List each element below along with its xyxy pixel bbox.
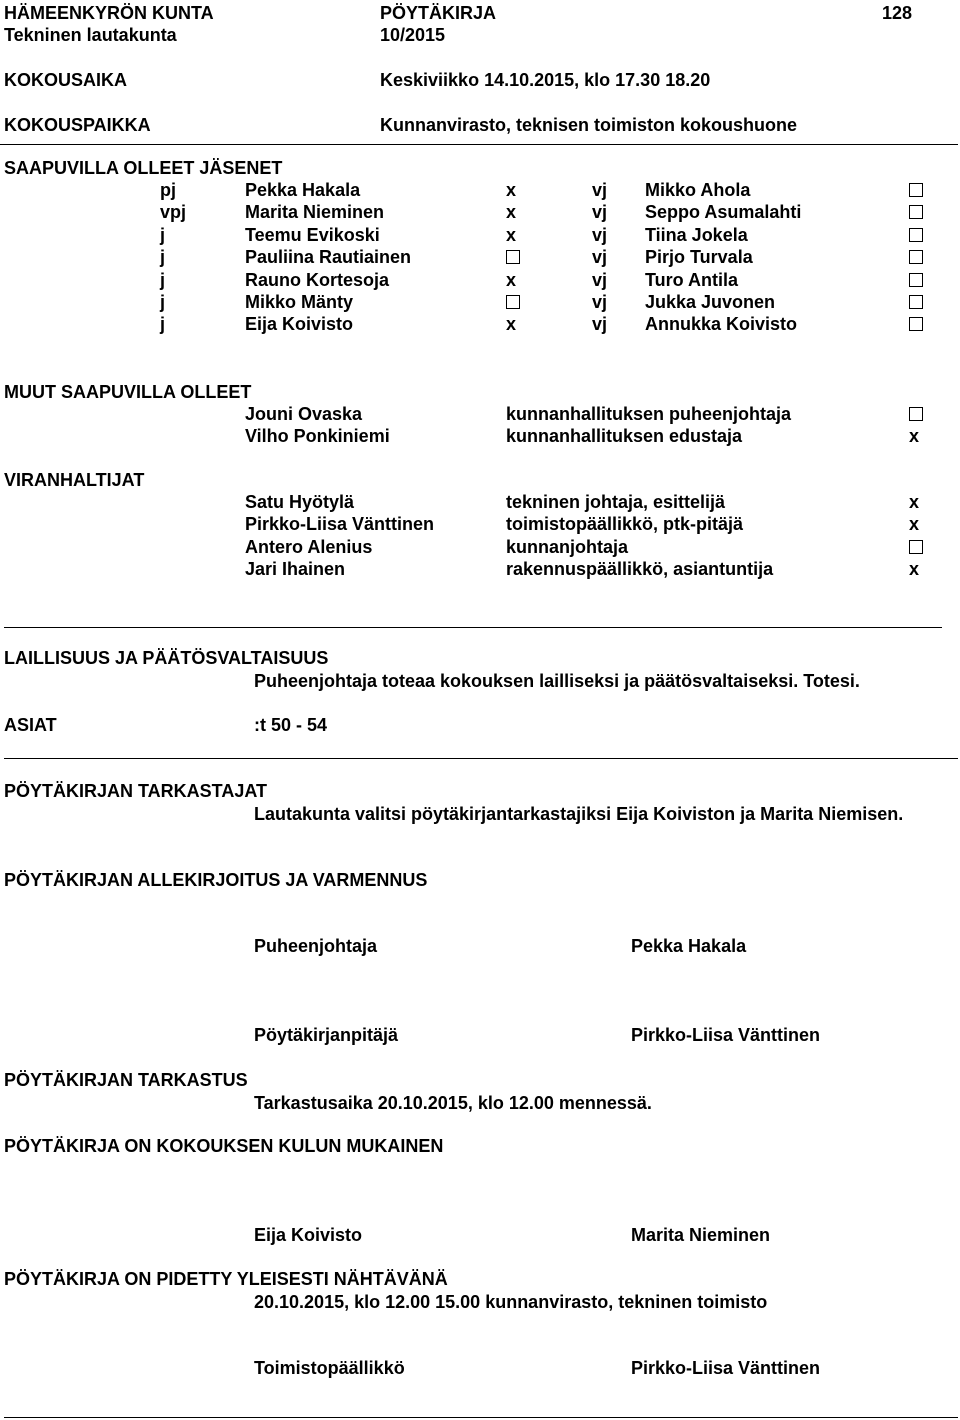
items-label: ASIAT <box>4 715 57 735</box>
public-signer-label: Toimistopäällikkö <box>254 1358 405 1378</box>
chair-label: Puheenjohtaja <box>254 936 378 956</box>
deputy-role: vj <box>592 180 608 200</box>
public-signer-name: Pirkko-Liisa Vänttinen <box>631 1358 821 1378</box>
doc-type: PÖYTÄKIRJA <box>380 3 497 23</box>
attendee-role: kunnanhallituksen puheenjohtaja <box>506 404 792 424</box>
absent-checkbox <box>909 295 923 309</box>
official-role: kunnanjohtaja <box>506 536 629 557</box>
present-mark: x <box>909 514 920 535</box>
present-mark: x <box>506 269 517 290</box>
page-number: 128 <box>882 3 913 23</box>
member-name: Eija Koivisto <box>245 314 354 335</box>
secretary-label: Pöytäkirjanpitäjä <box>254 1025 399 1045</box>
absent-checkbox <box>909 250 923 264</box>
chair-name: Pekka Hakala <box>631 936 747 956</box>
absent-checkbox <box>909 317 923 331</box>
reviewers-title: PÖYTÄKIRJAN TARKASTAJAT <box>4 781 268 801</box>
member-name: Pauliina Rautiainen <box>245 247 412 268</box>
signatures-title: PÖYTÄKIRJAN ALLEKIRJOITUS JA VARMENNUS <box>4 870 428 890</box>
reviewer2-name: Marita Nieminen <box>631 1225 771 1245</box>
legality-title: LAILLISUUS JA PÄÄTÖSVALTAISUUS <box>4 648 329 668</box>
deputy-role: vj <box>592 202 608 223</box>
member-role: j <box>160 269 166 290</box>
official-role: tekninen johtaja, esittelijä <box>506 492 726 512</box>
attendee-role: kunnanhallituksen edustaja <box>506 426 743 446</box>
present-mark: x <box>909 492 920 512</box>
public-title: PÖYTÄKIRJA ON PIDETTY YLEISESTI NÄHTÄVÄNÄ <box>4 1269 448 1289</box>
absent-checkbox <box>909 228 923 242</box>
review-title: PÖYTÄKIRJAN TARKASTUS <box>4 1070 248 1090</box>
meeting-place-value: Kunnanvirasto, teknisen toimiston kokoushuone <box>380 115 798 135</box>
present-mark: x <box>506 180 517 200</box>
present-mark: x <box>506 202 517 223</box>
deputy-name: Annukka Koivisto <box>645 314 798 335</box>
divider <box>4 1417 958 1418</box>
items-value: :t 50 - 54 <box>254 715 328 735</box>
divider <box>4 627 942 628</box>
member-name: Rauno Kortesoja <box>245 269 390 290</box>
absent-checkbox <box>909 205 923 219</box>
member-role: pj <box>160 180 176 200</box>
attendee-name: Jouni Ovaska <box>245 404 363 424</box>
member-role: j <box>160 224 166 245</box>
members-title: SAAPUVILLA OLLEET JÄSENET <box>4 158 283 178</box>
deputy-name: Seppo Asumalahti <box>645 202 802 223</box>
meeting-place-label: KOKOUSPAIKKA <box>4 115 151 135</box>
present-mark: x <box>506 314 517 335</box>
reviewers-text: Lautakunta valitsi pöytäkirjantarkastajiksi Eija Koiviston ja Marita Niemisen. <box>254 804 904 824</box>
conformity-title: PÖYTÄKIRJA ON KOKOUKSEN KULUN MUKAINEN <box>4 1136 444 1156</box>
deputy-name: Mikko Ahola <box>645 180 751 200</box>
attendee-name: Vilho Ponkiniemi <box>245 426 390 446</box>
present-mark: x <box>909 558 920 579</box>
others-title: MUUT SAAPUVILLA OLLEET <box>4 382 252 402</box>
member-role: vpj <box>160 202 187 223</box>
review-text: Tarkastusaika 20.10.2015, klo 12.00 mennessä. <box>254 1093 652 1113</box>
reviewer1-name: Eija Koivisto <box>254 1225 363 1245</box>
deputy-role: vj <box>592 224 608 245</box>
committee: Tekninen lautakunta <box>4 25 177 45</box>
officials-title: VIRANHALTIJAT <box>4 470 145 490</box>
member-role: j <box>160 247 166 268</box>
municipality: HÄMEENKYRÖN KUNTA <box>4 3 214 23</box>
deputy-role: vj <box>592 247 608 268</box>
meeting-time-label: KOKOUSAIKA <box>4 70 128 90</box>
absent-checkbox <box>909 540 923 554</box>
present-mark: x <box>909 426 920 446</box>
member-name: Teemu Evikoski <box>245 224 380 245</box>
absent-checkbox <box>909 183 923 197</box>
member-role: j <box>160 292 166 312</box>
member-name: Marita Nieminen <box>245 202 385 223</box>
doc-number: 10/2015 <box>380 25 446 45</box>
member-name: Pekka Hakala <box>245 180 361 200</box>
official-name: Jari Ihainen <box>245 558 346 579</box>
deputy-role: vj <box>592 314 608 335</box>
deputy-name: Tiina Jokela <box>645 224 748 245</box>
official-role: rakennuspäällikkö, asiantuntija <box>506 558 774 579</box>
absent-checkbox <box>506 295 520 309</box>
legality-text: Puheenjohtaja toteaa kokouksen lailliseksi ja päätösvaltaiseksi. Totesi. <box>254 671 860 691</box>
official-name: Satu Hyötylä <box>245 492 355 512</box>
absent-checkbox <box>506 250 520 264</box>
member-name: Mikko Mänty <box>245 292 354 312</box>
official-role: toimistopäällikkö, ptk-pitäjä <box>506 514 744 535</box>
present-mark: x <box>506 224 517 245</box>
meeting-time-value: Keskiviikko 14.10.2015, klo 17.30 18.20 <box>380 70 711 90</box>
deputy-name: Turo Antila <box>645 269 738 290</box>
secretary-name: Pirkko-Liisa Vänttinen <box>631 1025 821 1045</box>
public-text: 20.10.2015, klo 12.00 15.00 kunnanvirasto, tekninen toimisto <box>254 1292 768 1312</box>
divider <box>0 144 958 145</box>
deputy-name: Jukka Juvonen <box>645 292 776 312</box>
official-name: Antero Alenius <box>245 536 373 557</box>
member-role: j <box>160 314 166 335</box>
divider <box>4 758 958 759</box>
absent-checkbox <box>909 273 923 287</box>
deputy-role: vj <box>592 269 608 290</box>
deputy-role: vj <box>592 292 608 312</box>
absent-checkbox <box>909 407 923 421</box>
deputy-name: Pirjo Turvala <box>645 247 753 268</box>
official-name: Pirkko-Liisa Vänttinen <box>245 514 435 535</box>
